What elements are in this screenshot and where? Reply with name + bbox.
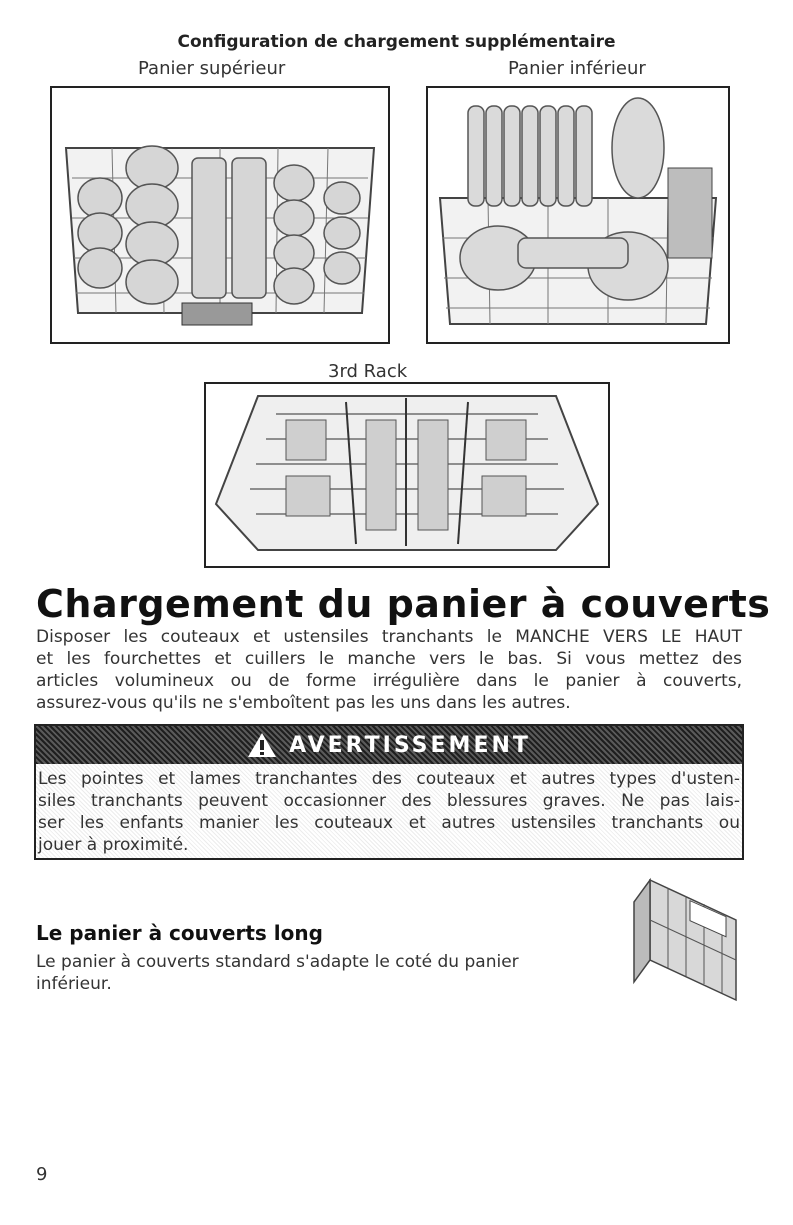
silverware-basket-image (630, 876, 740, 1004)
subsection-text (36, 951, 616, 995)
paragraph-line: Disposer les couteaux et ustensiles tranchants le MANCHE VERS LE HAUT (36, 627, 742, 647)
third-rack-illustration (206, 384, 608, 566)
upper-rack-image (50, 86, 390, 344)
paragraph-line: et les fourchettes et cuillers le manche vers le bas. Si vous mettez des (36, 649, 742, 669)
section-heading: Configuration de chargement supplémentaire (177, 32, 616, 52)
upper-rack-illustration (52, 88, 388, 342)
subsection-line: Le panier à couverts standard s'adapte le coté du panier (36, 952, 519, 972)
upper-rack-label: Panier supérieur (138, 58, 286, 79)
subsection-line: inférieur. (36, 974, 112, 994)
third-rack-image (204, 382, 610, 568)
section-title: Chargement du panier à couverts (36, 582, 771, 626)
lower-rack-image (426, 86, 730, 344)
warning-line: ser les enfants manier les couteaux et autres ustensiles tranchants ou (38, 813, 740, 833)
paragraph-line: assurez-vous qu'ils ne s'emboîtent pas les uns dans les autres. (36, 693, 571, 713)
warning-line: jouer à proximité. (38, 835, 189, 855)
silverware-basket-illustration (630, 876, 740, 1004)
subsection-title: Le panier à couverts long (36, 921, 323, 945)
lower-rack-illustration (428, 88, 728, 342)
warning-header (36, 726, 742, 764)
warning-title: AVERTISSEMENT (289, 732, 531, 758)
warning-box (34, 724, 744, 860)
warning-line: siles tranchants peuvent occasionner des blessures graves. Ne pas lais- (38, 791, 740, 811)
page-number: 9 (36, 1164, 48, 1185)
warning-triangle-icon (247, 732, 277, 758)
lower-rack-label: Panier inférieur (508, 58, 646, 79)
warning-line: Les pointes et lames tranchantes des couteaux et autres types d'usten- (38, 769, 740, 789)
third-rack-label: 3rd Rack (328, 361, 408, 382)
paragraph-line: articles volumineux ou de forme irrégulière dans le panier à couverts, (36, 671, 742, 691)
warning-text (36, 764, 742, 858)
loading-instructions (36, 626, 742, 714)
